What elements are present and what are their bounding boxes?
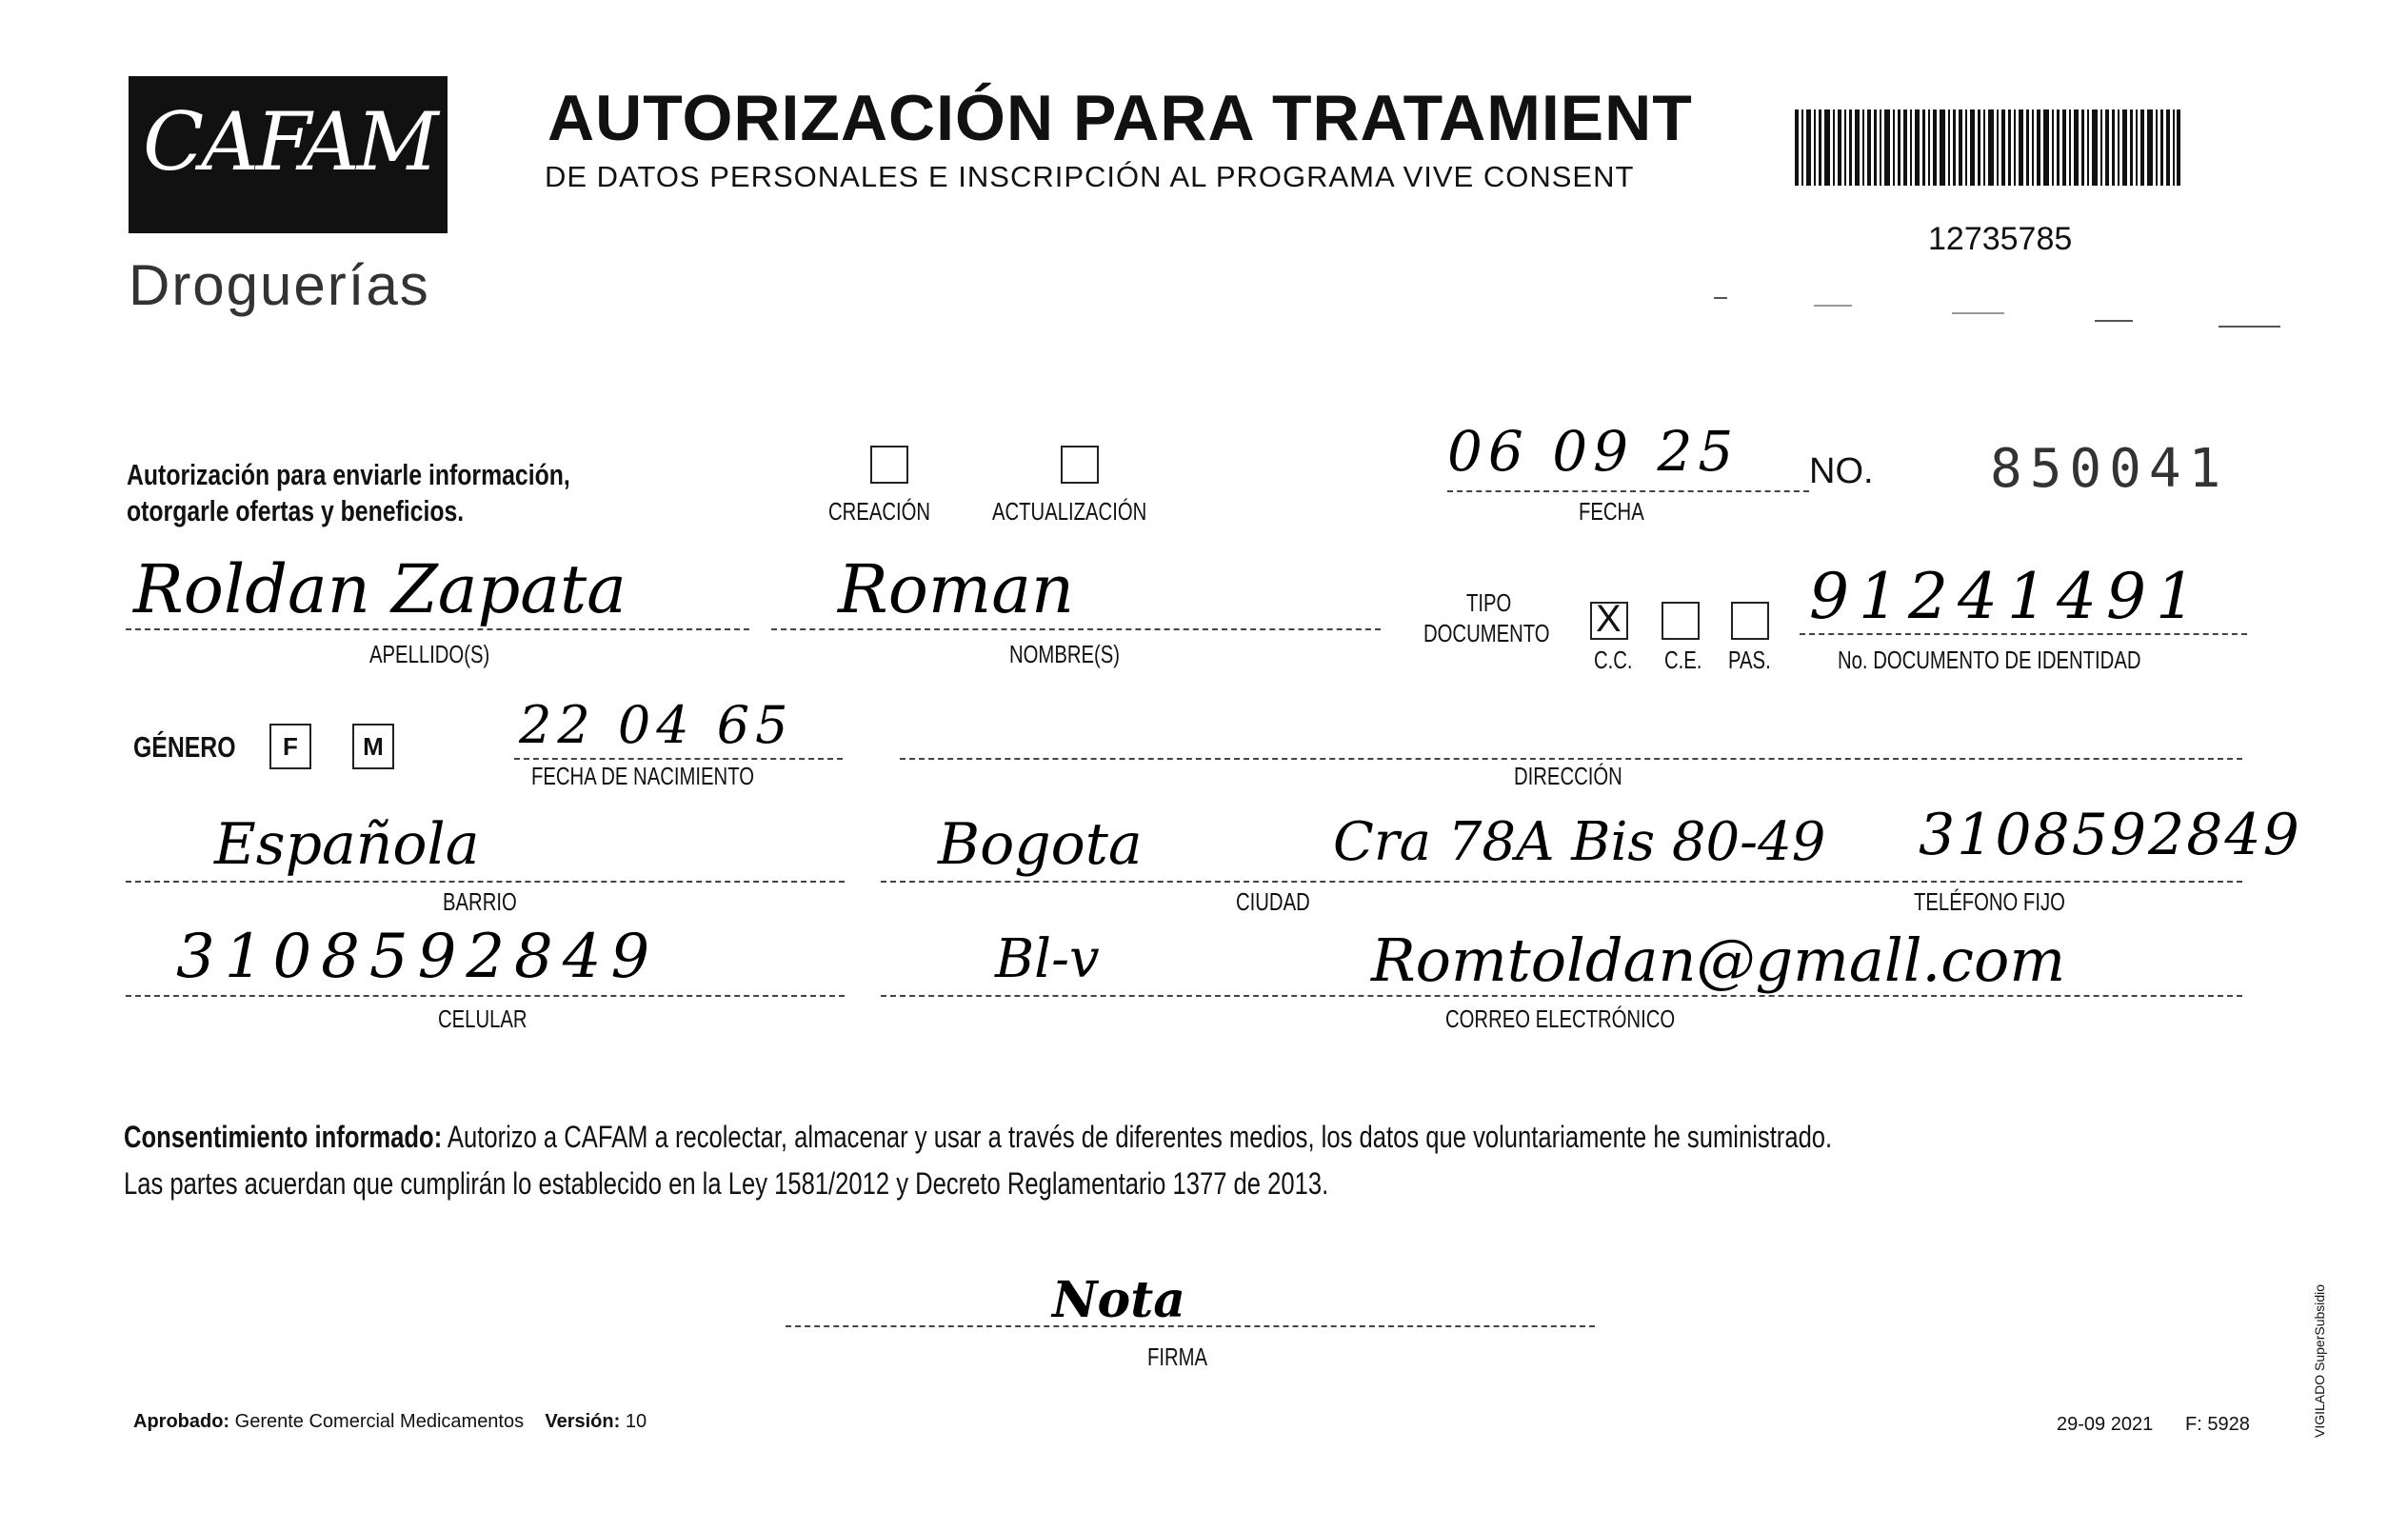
actualizacion-label: ACTUALIZACIÓN — [992, 497, 1147, 526]
nombres-line — [771, 628, 1381, 630]
consent-heading: Consentimiento informado: — [124, 1120, 443, 1154]
footer-code: F: 5928 — [2185, 1414, 2250, 1435]
divider — [1814, 305, 1852, 307]
actualizacion-checkbox[interactable] — [1061, 446, 1099, 484]
form-title: AUTORIZACIÓN PARA TRATAMIENT — [547, 82, 1693, 154]
intro-line-1: Autorización para enviarle información, — [127, 458, 570, 491]
cc-mark: X — [1596, 598, 1622, 640]
creacion-label: CREACIÓN — [828, 497, 931, 526]
barrio-label: BARRIO — [443, 887, 517, 916]
telefono-label: TELÉFONO FIJO — [1914, 887, 2065, 916]
ce-checkbox[interactable] — [1662, 602, 1700, 640]
apellidos-label: APELLIDO(S) — [369, 640, 490, 668]
firma-line — [786, 1325, 1595, 1327]
version-label: Versión: — [545, 1411, 621, 1432]
documento-label: DOCUMENTO — [1423, 619, 1550, 647]
ciudad-line — [881, 881, 2242, 883]
genero-label: GÉNERO — [133, 730, 236, 764]
celular-line — [126, 995, 845, 997]
documento-line — [1800, 633, 2247, 635]
documento-value[interactable]: 91241491 — [1809, 560, 2205, 633]
aprobado-label: Aprobado: — [133, 1411, 230, 1432]
ciudad-value[interactable]: Bogota — [938, 811, 1143, 878]
numero-value: 850041 — [1990, 438, 2229, 500]
nacimiento-line — [514, 758, 843, 760]
version-value: 10 — [625, 1411, 647, 1432]
form-subtitle: DE DATOS PERSONALES E INSCRIPCIÓN AL PROGRAMA VIVE CONSENT — [545, 160, 1635, 193]
pas-checkbox[interactable] — [1731, 602, 1769, 640]
consent-text-2: Las partes acuerdan que cumplirán lo establecido en la Ley 1581/2012 y Decreto Reglamentario 1377 de 2013. — [124, 1166, 1329, 1201]
fecha-line — [1447, 490, 1809, 492]
firma-label: FIRMA — [1147, 1342, 1208, 1371]
correo-prefix-value[interactable]: Bl-v — [995, 928, 1100, 990]
ce-label: C.E. — [1664, 646, 1702, 674]
divider — [2219, 326, 2280, 328]
divider — [1952, 312, 2004, 314]
apellidos-line — [126, 628, 749, 630]
creacion-checkbox[interactable] — [870, 446, 908, 484]
barcode-number: 12735785 — [1928, 221, 2073, 257]
nombres-label: NOMBRE(S) — [1009, 640, 1121, 668]
consent-text-1: Autorizo a CAFAM a recolectar, almacenar y usar a través de diferentes medios, los datos que voluntariamente he suministrado. — [442, 1120, 1833, 1154]
intro-line-2: otorgarle ofertas y beneficios. — [127, 494, 465, 527]
vigilado-text: VIGILADO SuperSubsidio — [2312, 1283, 2327, 1438]
nombres-value[interactable]: Roman — [838, 550, 1075, 628]
genero-f-checkbox[interactable]: F — [269, 724, 311, 769]
brand-subtitle: Droguerías — [129, 253, 430, 317]
footer-date: 29-09 2021 — [2057, 1414, 2154, 1435]
footer-approval — [133, 1411, 647, 1433]
ciudad-label: CIUDAD — [1236, 887, 1310, 916]
divider — [2095, 320, 2133, 322]
direccion-label: DIRECCIÓN — [1514, 762, 1622, 790]
aprobado-value: Gerente Comercial Medicamentos — [234, 1411, 525, 1432]
tipo-label: TIPO — [1466, 588, 1512, 617]
direccion-line — [900, 758, 2242, 760]
nacimiento-label: FECHA DE NACIMIENTO — [531, 762, 755, 790]
pas-label: PAS. — [1728, 646, 1771, 674]
consent-paragraph — [124, 1114, 2310, 1207]
logo-text: CAFAM — [143, 95, 436, 189]
correo-line — [881, 995, 2242, 997]
genero-m-checkbox[interactable]: M — [352, 724, 394, 769]
firma-value[interactable]: Nota — [1052, 1271, 1185, 1329]
correo-value[interactable]: Romtoldan@gmall.com — [1371, 925, 2066, 995]
barcode — [1795, 109, 2180, 186]
apellidos-value[interactable]: Roldan Zapata — [133, 550, 627, 628]
barrio-line — [126, 881, 845, 883]
celular-label: CELULAR — [438, 1004, 527, 1033]
correo-label: CORREO ELECTRÓNICO — [1445, 1004, 1676, 1033]
fecha-label: FECHA — [1579, 497, 1644, 526]
divider — [1714, 297, 1727, 299]
fecha-value[interactable]: 06 09 25 — [1447, 419, 1740, 484]
direccion-value[interactable]: Cra 78A Bis 80-49 — [1333, 811, 1826, 873]
celular-value[interactable]: 3108592849 — [176, 922, 660, 992]
telefono-value[interactable]: 3108592849 — [1919, 802, 2301, 868]
nacimiento-value[interactable]: 22 04 65 — [519, 695, 794, 755]
barrio-value[interactable]: Española — [214, 811, 480, 878]
documento-numero-label: No. DOCUMENTO DE IDENTIDAD — [1838, 646, 2141, 674]
cc-label: C.C. — [1594, 646, 1633, 674]
numero-label: NO. — [1809, 451, 1874, 491]
